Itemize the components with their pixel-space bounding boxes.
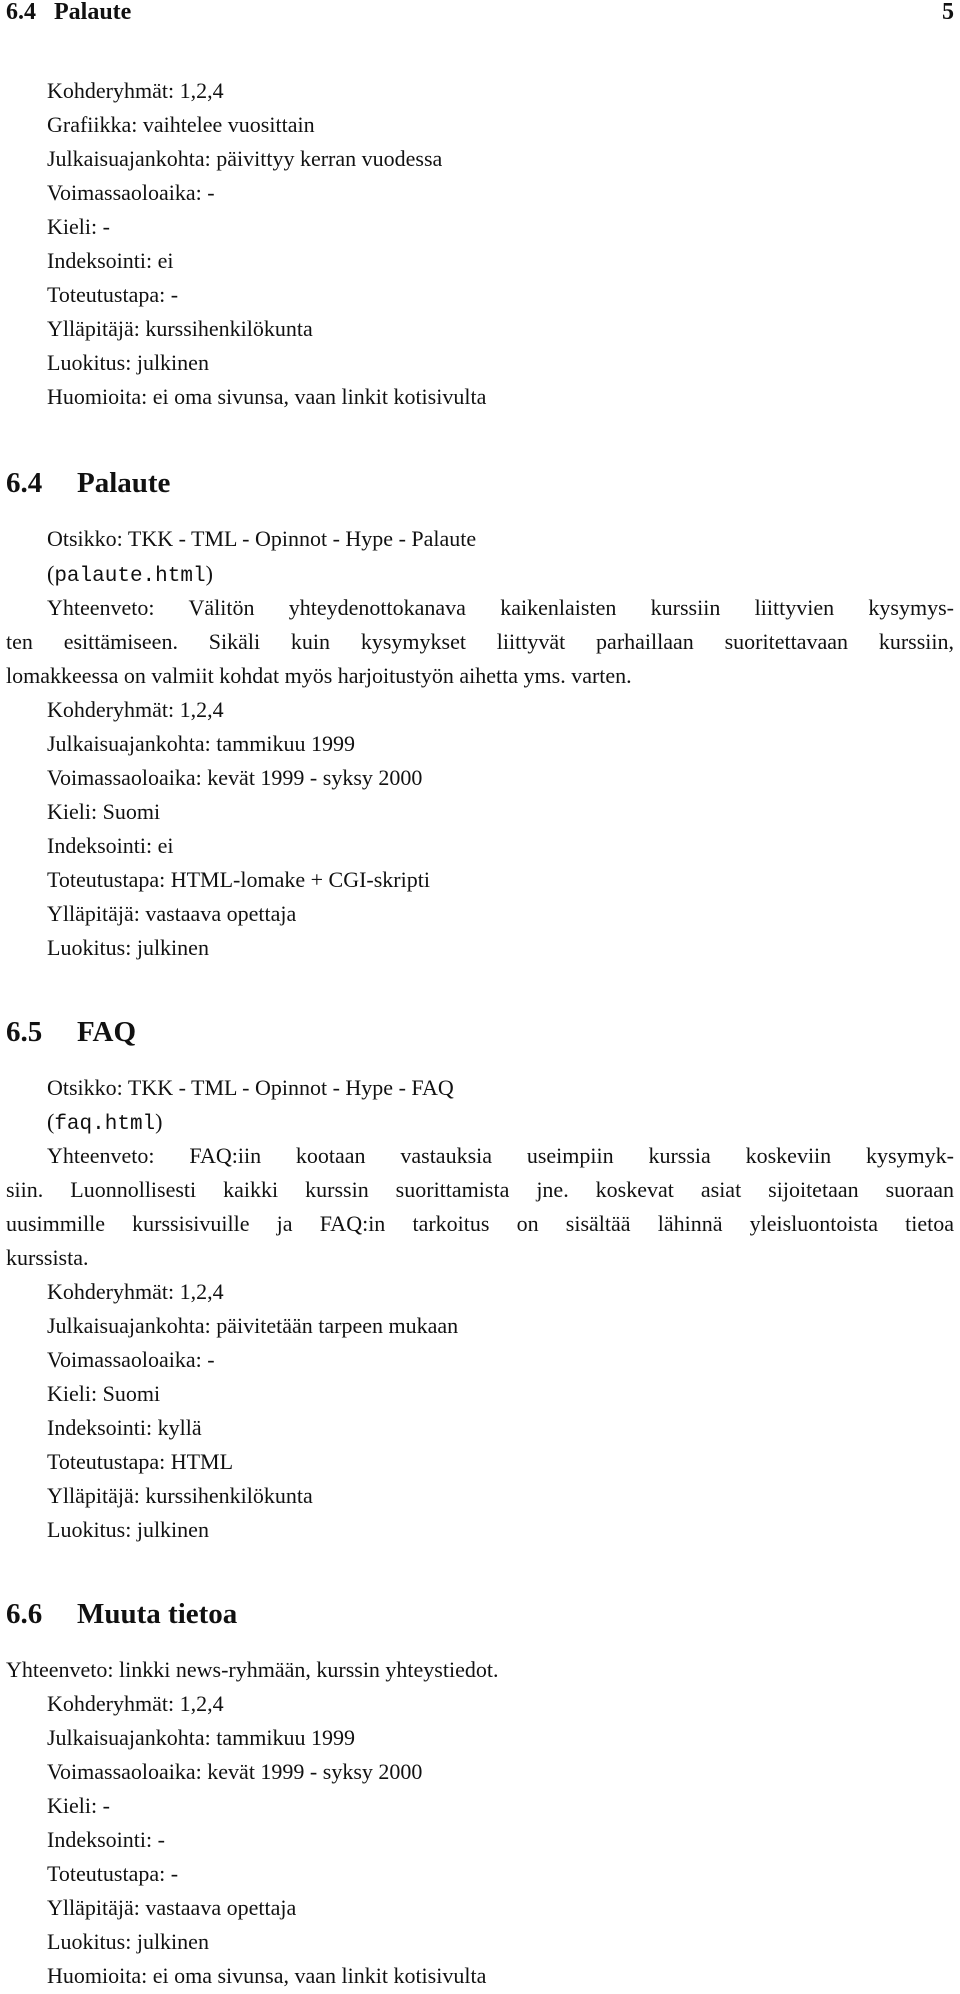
file-paren-open: ( bbox=[47, 1109, 55, 1134]
running-head bbox=[6, 0, 954, 30]
section-title: FAQ bbox=[77, 1016, 137, 1048]
summary-line: Yhteenveto: Välitön yhteydenottokanava kaikenlaisten kurssiin liittyvien kysymys- bbox=[47, 595, 954, 620]
field-line: Kieli: Suomi bbox=[47, 799, 161, 824]
section-number: 6.4 bbox=[6, 467, 43, 499]
field-line: Toteutustapa: HTML-lomake + CGI-skripti bbox=[47, 867, 430, 892]
field-line: Julkaisuajankohta: tammikuu 1999 bbox=[47, 1725, 355, 1750]
field-line: Ylläpitäjä: vastaava opettaja bbox=[47, 1895, 297, 1920]
summary-line: kurssista. bbox=[6, 1245, 89, 1270]
field-line: Toteutustapa: - bbox=[47, 282, 179, 307]
field-line: Luokitus: julkinen bbox=[47, 1517, 209, 1542]
field-line: Toteutustapa: - bbox=[47, 1861, 179, 1886]
field-line: Julkaisuajankohta: tammikuu 1999 bbox=[47, 731, 355, 756]
section-file bbox=[47, 557, 213, 594]
file-paren-open: ( bbox=[47, 561, 55, 586]
field-line: Indeksointi: kyllä bbox=[47, 1415, 202, 1440]
section-number: 6.6 bbox=[6, 1598, 43, 1630]
field-line: Grafiikka: vaihtelee vuosittain bbox=[47, 112, 315, 137]
field-line: Luokitus: julkinen bbox=[47, 350, 209, 375]
field-line: Julkaisuajankohta: päivittyy kerran vuodessa bbox=[47, 146, 443, 171]
field-line: Kohderyhmät: 1,2,4 bbox=[47, 1279, 224, 1304]
field-line: Indeksointi: ei bbox=[47, 248, 174, 273]
section-number: 6.5 bbox=[6, 1016, 43, 1048]
section-heading bbox=[6, 463, 170, 503]
field-line: Toteutustapa: HTML bbox=[47, 1449, 234, 1474]
summary-line: ten esittämiseen. Sikäli kuin kysymykset liittyvät parhaillaan suoritettavaan kurssiin, bbox=[6, 629, 954, 654]
field-line: Indeksointi: ei bbox=[47, 833, 174, 858]
field-line: Kieli: - bbox=[47, 1793, 110, 1818]
field-line: Luokitus: julkinen bbox=[47, 935, 209, 960]
section-otsikko: Otsikko: TKK - TML - Opinnot - Hype - Palaute bbox=[47, 526, 477, 551]
field-line: Ylläpitäjä: kurssihenkilökunta bbox=[47, 1483, 313, 1508]
section-heading bbox=[6, 1012, 136, 1052]
section-otsikko: Otsikko: TKK - TML - Opinnot - Hype - FAQ bbox=[47, 1075, 454, 1100]
field-line: Kohderyhmät: 1,2,4 bbox=[47, 1691, 224, 1716]
summary-line: uusimmille kurssisivuille ja FAQ:in tarkoitus on sisältää lähinnä yleisluontoista tietoa bbox=[6, 1211, 954, 1236]
field-line: Ylläpitäjä: kurssihenkilökunta bbox=[47, 316, 313, 341]
summary-line: siin. Luonnollisesti kaikki kurssin suorittamista jne. koskevat asiat sijoitetaan suoraan bbox=[6, 1177, 954, 1202]
file-name: faq.html bbox=[54, 1113, 156, 1136]
section-heading bbox=[6, 1594, 237, 1634]
field-line: Huomioita: ei oma sivunsa, vaan linkit kotisivulta bbox=[47, 384, 487, 409]
field-line: Indeksointi: - bbox=[47, 1827, 165, 1852]
section-title: Muuta tietoa bbox=[77, 1598, 238, 1630]
page-number: 5 bbox=[942, 0, 954, 25]
summary-line: Yhteenveto: linkki news-ryhmään, kurssin yhteystiedot. bbox=[6, 1657, 499, 1682]
field-line: Julkaisuajankohta: päivitetään tarpeen mukaan bbox=[47, 1313, 459, 1338]
running-head-title: 6.4 Palaute bbox=[6, 0, 132, 25]
field-line: Voimassaoloaika: - bbox=[47, 180, 215, 205]
field-line: Kohderyhmät: 1,2,4 bbox=[47, 697, 224, 722]
file-paren-close: ) bbox=[155, 1109, 163, 1134]
field-line: Kieli: - bbox=[47, 214, 110, 239]
field-line: Voimassaoloaika: kevät 1999 - syksy 2000 bbox=[47, 1759, 423, 1784]
file-name: palaute.html bbox=[54, 565, 206, 588]
summary-line: Yhteenveto: FAQ:iin kootaan vastauksia useimpiin kurssia koskeviin kysymyk- bbox=[47, 1143, 954, 1168]
field-line: Ylläpitäjä: vastaava opettaja bbox=[47, 901, 297, 926]
file-paren-close: ) bbox=[205, 561, 213, 586]
section-file bbox=[47, 1105, 162, 1142]
section-title: Palaute bbox=[77, 467, 171, 499]
field-line: Voimassaoloaika: - bbox=[47, 1347, 215, 1372]
field-line: Kohderyhmät: 1,2,4 bbox=[47, 78, 224, 103]
field-line: Luokitus: julkinen bbox=[47, 1929, 209, 1954]
summary-line: lomakkeessa on valmiit kohdat myös harjoitustyön aihetta yms. varten. bbox=[6, 663, 632, 688]
field-line: Kieli: Suomi bbox=[47, 1381, 161, 1406]
field-line: Voimassaoloaika: kevät 1999 - syksy 2000 bbox=[47, 765, 423, 790]
field-line: Huomioita: ei oma sivunsa, vaan linkit kotisivulta bbox=[47, 1963, 487, 1988]
